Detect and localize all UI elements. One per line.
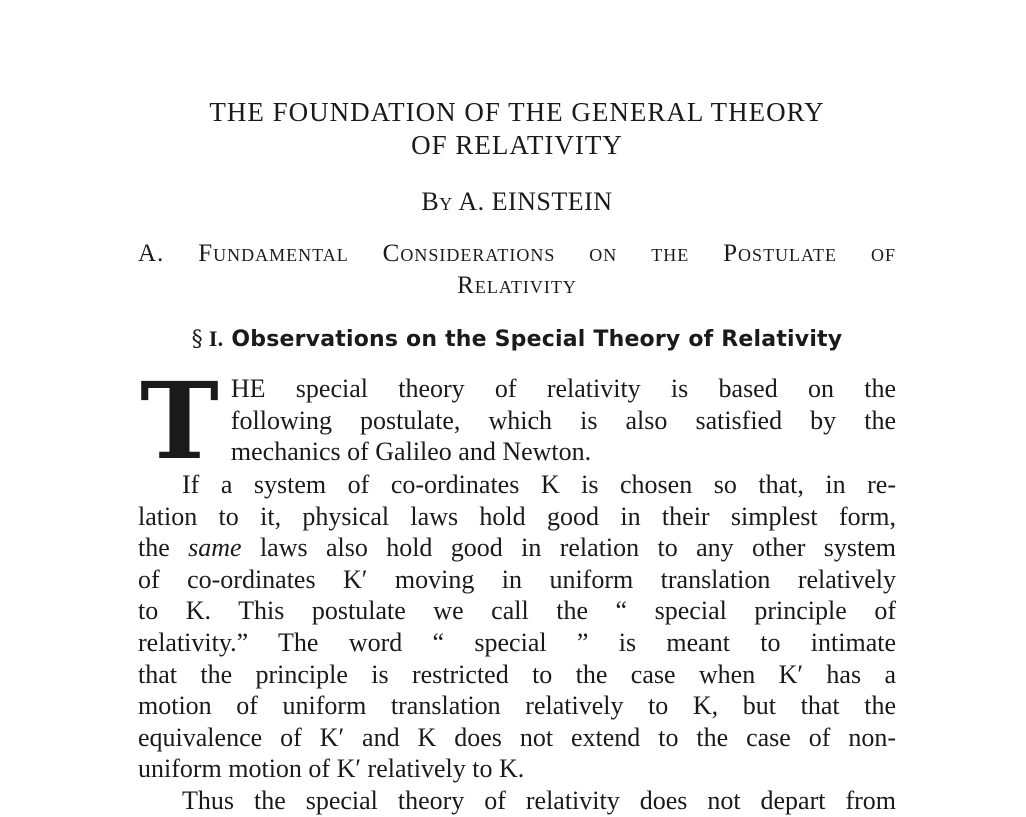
- paragraph-2-line-7: that the principle is restricted to the case when K′ has a: [138, 659, 896, 689]
- paragraph-1-line-2: following postulate, which is also satisfied by the: [230, 405, 896, 435]
- paragraph-1-line-1: HE special theory of relativity is based on the: [230, 374, 896, 403]
- section-number: I.: [208, 326, 224, 351]
- part-title-line-1: Fundamental Considerations on the Postulate of: [198, 240, 896, 267]
- paragraph-2-line-4: of co-ordinates K′ moving in uniform translation relatively: [138, 564, 896, 594]
- paragraph-2-line-5: to K. This postulate we call the “ special principle of: [138, 596, 896, 626]
- title-line-2: OF RELATIVITY: [411, 130, 623, 160]
- section-heading: [138, 324, 896, 355]
- paragraph-2-line-3: [138, 532, 896, 564]
- paragraph-3: [138, 785, 896, 817]
- section-title: Observations on the Special Theory of Relativity: [231, 327, 843, 352]
- byline-by: By: [421, 187, 453, 216]
- paragraph-2-line-2: lation to it, physical laws hold good in their simplest form,: [138, 501, 896, 531]
- paragraph-2-line-10: uniform motion of K′ relatively to K.: [138, 754, 525, 784]
- paragraph-2: [138, 469, 896, 785]
- part-title-line-2: Relativity: [457, 272, 577, 299]
- paragraph-2-line-8: motion of uniform translation relatively to K, but that the: [138, 691, 896, 721]
- paragraph-1: [138, 358, 896, 483]
- paragraph-2-line-1: If a system of co-ordinates K is chosen so that, in re-: [182, 470, 896, 499]
- part-heading-line-1: [138, 238, 896, 270]
- author-name: A. EINSTEIN: [458, 187, 613, 216]
- paper-page: [138, 96, 896, 817]
- part-heading: [138, 238, 896, 302]
- emphasis-same: same: [188, 533, 242, 563]
- paragraph-1-line-3: mechanics of Galileo and Newton.: [230, 437, 592, 467]
- author-byline: [138, 187, 896, 217]
- section-symbol: §: [191, 327, 203, 352]
- paragraph-2-line-9: equivalence of K′ and K does not extend to the case of non-: [138, 722, 896, 752]
- paragraph-2-line-6: relativity.” The word “ special ” is meant to intimate: [138, 627, 896, 657]
- line-3-pre: the: [138, 533, 189, 563]
- paragraph-3-partial-line: Thus the special theory of relativity does not depart from: [182, 785, 896, 815]
- line-3-post: laws also hold good in relation to any other system: [241, 533, 896, 563]
- part-label: A.: [138, 240, 165, 267]
- title-line-1: THE FOUNDATION OF THE GENERAL THEORY: [209, 97, 825, 127]
- paper-title: [138, 96, 896, 162]
- drop-cap: T: [140, 358, 219, 483]
